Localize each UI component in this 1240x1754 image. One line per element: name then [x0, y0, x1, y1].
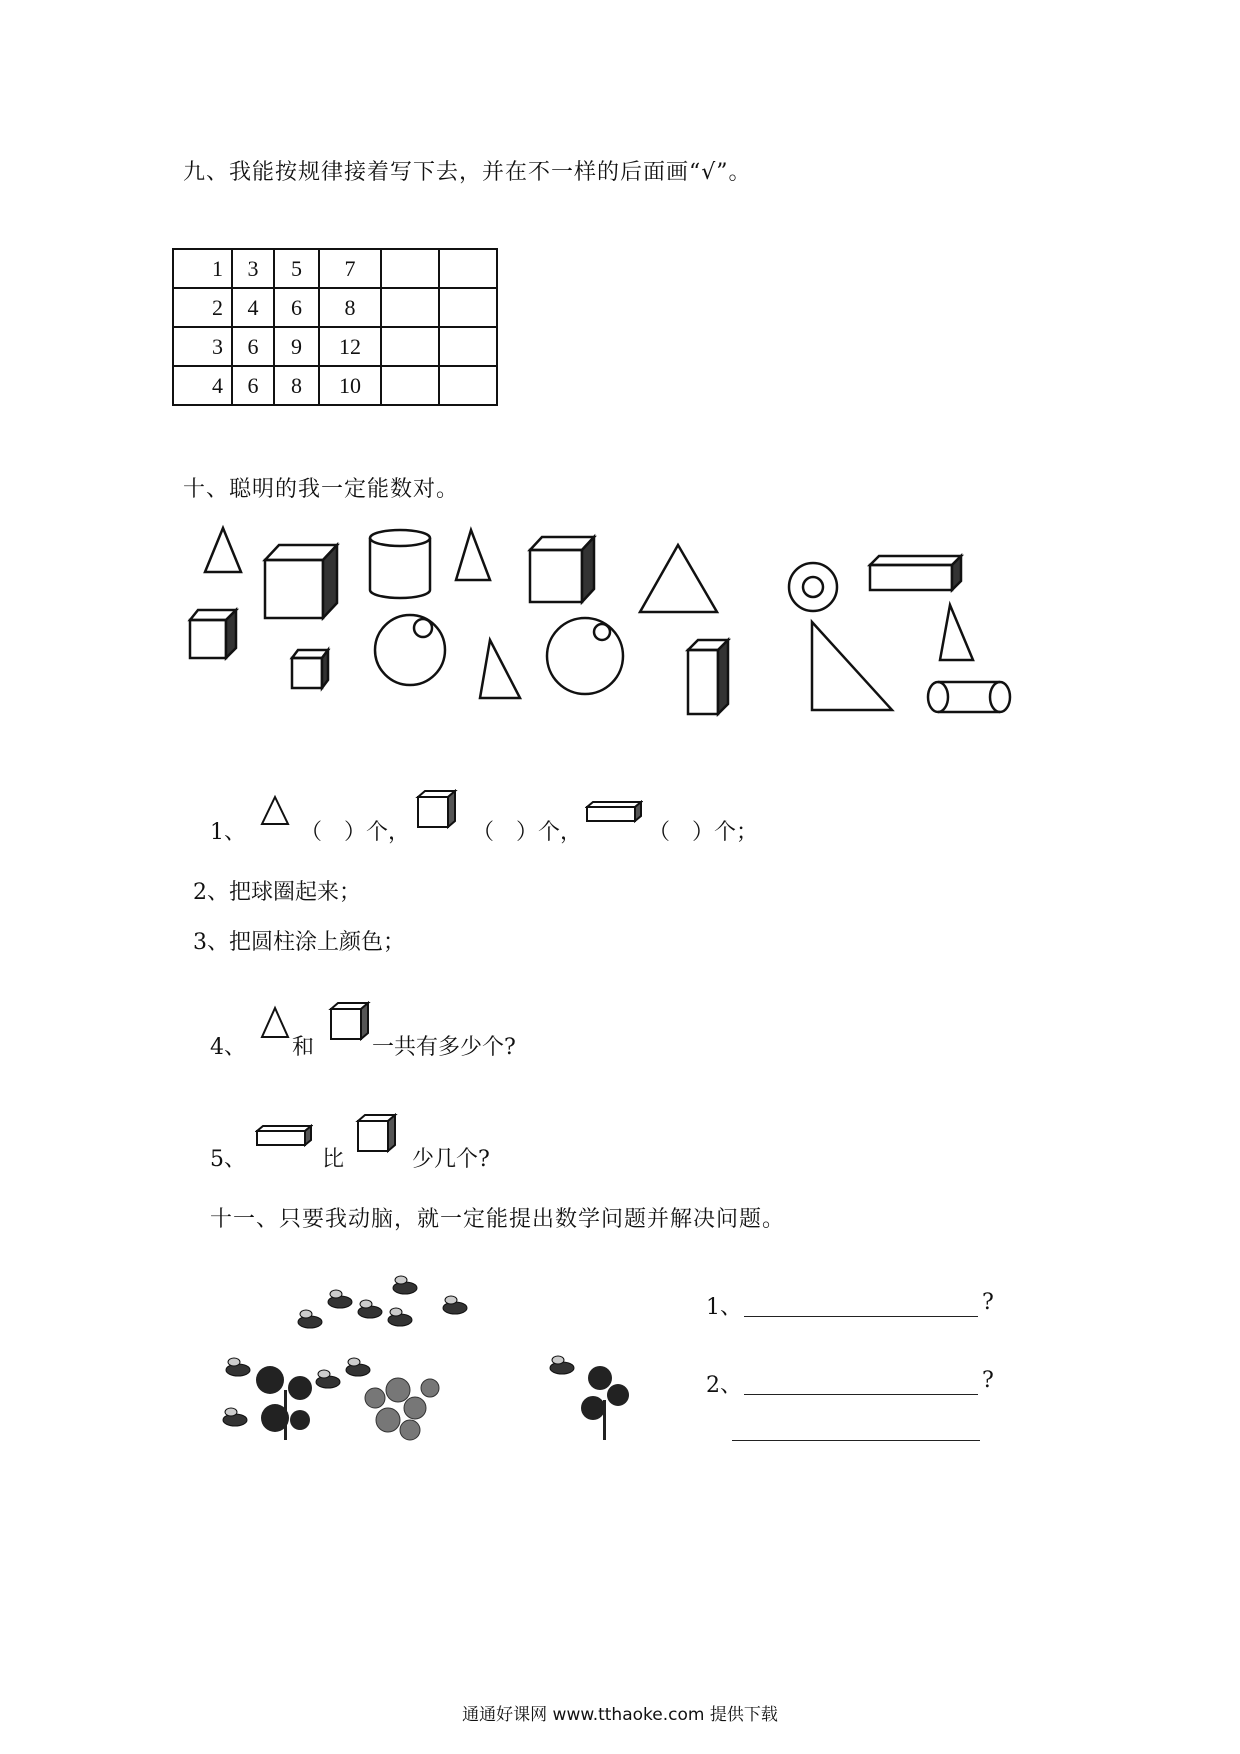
- answer-cell[interactable]: [381, 249, 439, 288]
- cylinder-shape: [370, 530, 430, 598]
- triangle-icon: [258, 794, 292, 828]
- q3-text: 3、把圆柱涂上颜色；: [193, 930, 405, 955]
- q1-number: 1、: [210, 820, 246, 845]
- ball-shape: [547, 618, 623, 694]
- table-cell: 12: [319, 327, 381, 366]
- section9-title: 九、我能按规律接着写下去，并在不一样的后面画“√”。: [183, 160, 752, 185]
- s11-q2-number: 2、: [706, 1373, 742, 1398]
- cube-shape: [530, 537, 594, 602]
- triangle-shape: [640, 545, 717, 612]
- bee-icon: [443, 1296, 467, 1314]
- cuboid-shape: [688, 640, 728, 714]
- cuboid-shape: [870, 556, 961, 590]
- triangle-shape: [456, 530, 490, 580]
- s11-q1-number: 1、: [706, 1295, 742, 1320]
- table-row: [173, 288, 497, 327]
- s11-q2-answer-line-2[interactable]: [732, 1420, 980, 1441]
- bee-icon: [393, 1276, 417, 1294]
- q5-bi: 比: [322, 1147, 345, 1172]
- ball-shape: [789, 563, 837, 611]
- bee-icon: [226, 1358, 250, 1376]
- q5-number: 5、: [210, 1147, 246, 1172]
- q4-rest: 一共有多少个?: [372, 1035, 516, 1060]
- s11-q1-answer-line[interactable]: [744, 1296, 978, 1317]
- cube-shape: [292, 650, 328, 688]
- answer-cell[interactable]: [439, 366, 497, 405]
- table-cell: 4: [173, 366, 232, 405]
- q2-text: 2、把球圈起来；: [193, 880, 361, 905]
- q5-rest: 少几个?: [412, 1147, 490, 1172]
- table-cell: 5: [274, 249, 319, 288]
- table-cell: 6: [232, 327, 274, 366]
- s11-q2-answer-line[interactable]: [744, 1374, 978, 1395]
- footer: 通通好课网 www.tthaoke.com 提供下载: [462, 1705, 778, 1725]
- table-cell: 1: [173, 249, 232, 288]
- table-row: [173, 249, 497, 288]
- bees-flowers-illustration: [210, 1270, 650, 1450]
- triangle-shape: [812, 622, 892, 710]
- bee-icon: [550, 1356, 574, 1374]
- answer-cell[interactable]: [381, 366, 439, 405]
- bee-icon: [223, 1408, 247, 1426]
- bee-icon: [346, 1358, 370, 1376]
- table-cell: 10: [319, 366, 381, 405]
- answer-cell[interactable]: [439, 288, 497, 327]
- triangle-shape: [940, 605, 973, 660]
- q4-number: 4、: [210, 1035, 246, 1060]
- cylinder-shape: [928, 682, 1010, 712]
- q1-blank-triangle[interactable]: （ ）个，: [300, 820, 411, 845]
- cube-icon: [415, 788, 459, 832]
- table-cell: 4: [232, 288, 274, 327]
- s11-q1-end: ?: [982, 1290, 994, 1315]
- answer-cell[interactable]: [381, 288, 439, 327]
- table-cell: 9: [274, 327, 319, 366]
- table-row: [173, 366, 497, 405]
- s11-q2-end: ?: [982, 1368, 994, 1393]
- bee-icon: [358, 1300, 382, 1318]
- cube-shape: [265, 545, 337, 618]
- flower-icon: [365, 1378, 439, 1440]
- bee-icon: [298, 1310, 322, 1328]
- table-cell: 3: [173, 327, 232, 366]
- shapes-figure: [180, 520, 1040, 740]
- answer-cell[interactable]: [439, 249, 497, 288]
- bee-icon: [388, 1308, 412, 1326]
- section11-title: 十一、只要我动脑，就一定能提出数学问题并解决问题。: [210, 1207, 786, 1232]
- table-cell: 7: [319, 249, 381, 288]
- q1-blank-cuboid[interactable]: （ ）个；: [648, 820, 759, 845]
- bee-icon: [328, 1290, 352, 1308]
- table-cell: 6: [232, 366, 274, 405]
- pattern-table: [172, 248, 498, 406]
- table-cell: 3: [232, 249, 274, 288]
- cube-icon: [355, 1112, 399, 1156]
- answer-cell[interactable]: [439, 327, 497, 366]
- triangle-shape: [205, 528, 241, 572]
- section10-title: 十、聪明的我一定能数对。: [183, 477, 460, 502]
- q1-blank-cube[interactable]: （ ）个，: [472, 820, 583, 845]
- table-cell: 2: [173, 288, 232, 327]
- flower-icon: [256, 1366, 312, 1440]
- cuboid-icon: [585, 800, 643, 824]
- flower-icon: [581, 1366, 629, 1440]
- table-cell: 8: [274, 366, 319, 405]
- table-row: [173, 327, 497, 366]
- table-cell: 6: [274, 288, 319, 327]
- cube-icon: [328, 1000, 372, 1044]
- table-cell: 8: [319, 288, 381, 327]
- answer-cell[interactable]: [381, 327, 439, 366]
- triangle-shape: [480, 640, 520, 698]
- cube-shape: [190, 610, 236, 658]
- ball-shape: [375, 615, 445, 685]
- q4-and: 和: [292, 1035, 315, 1060]
- cuboid-icon: [255, 1124, 313, 1148]
- bee-icon: [316, 1370, 340, 1388]
- triangle-icon: [258, 1005, 292, 1041]
